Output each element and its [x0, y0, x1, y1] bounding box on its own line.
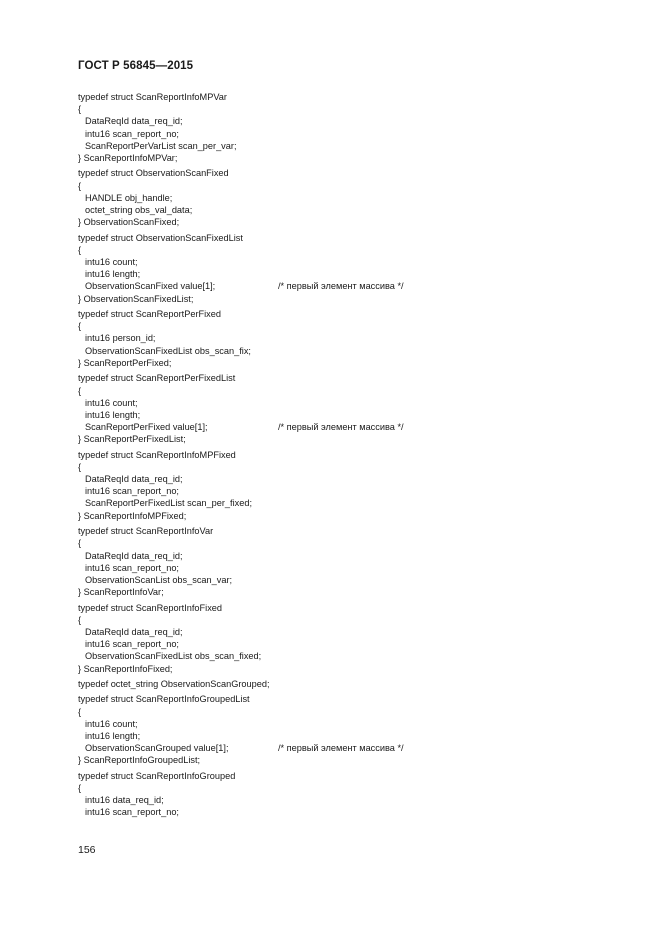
code-line: intu16 scan_report_no;: [85, 562, 179, 573]
code-line-with-comment: [78, 742, 598, 754]
code-line: typedef struct ScanReportInfoFixed: [78, 602, 223, 613]
code-line: {: [78, 321, 82, 332]
code-line: ObservationScanFixedList obs_scan_fixed;: [85, 651, 262, 662]
code-line: } ObservationScanFixed;: [78, 217, 180, 228]
code-line: intu16 person_id;: [85, 333, 156, 344]
typedef-scan-report-per-fixed: [78, 308, 598, 369]
page-number: 156: [78, 844, 96, 856]
code-line: typedef struct ObservationScanFixed: [78, 168, 229, 179]
code-text: ObservationScanFixed value[1];: [85, 281, 216, 292]
code-line: ScanReportPerVarList scan_per_var;: [85, 140, 237, 151]
code-line: typedef struct ScanReportInfoMPFixed: [78, 449, 236, 460]
code-line: } ScanReportInfoMPVar;: [78, 152, 178, 163]
code-line: intu16 data_req_id;: [85, 795, 164, 806]
code-line: typedef struct ScanReportInfoGroupedList: [78, 694, 250, 705]
code-line: } ScanReportInfoGroupedList;: [78, 755, 201, 766]
code-listing: [78, 91, 598, 822]
code-line: {: [78, 461, 82, 472]
code-text: ScanReportPerFixed value[1];: [85, 422, 208, 433]
code-text: ObservationScanGrouped value[1];: [85, 743, 229, 754]
typedef-observation-scan-fixed: [78, 167, 598, 228]
code-line: intu16 scan_report_no;: [85, 128, 179, 139]
code-line: {: [78, 538, 82, 549]
code-comment: /* первый элемент массива */: [278, 422, 404, 433]
code-line: ObservationScanList obs_scan_var;: [85, 574, 233, 585]
code-line: {: [78, 783, 82, 794]
typedef-scan-report-info-fixed: [78, 602, 598, 675]
code-line: intu16 length;: [85, 731, 141, 742]
code-line: HANDLE obj_handle;: [85, 192, 173, 203]
code-line: ScanReportPerFixedList scan_per_fixed;: [85, 498, 252, 509]
typedef-scan-report-info-mp-var: [78, 91, 598, 164]
code-line: {: [78, 706, 82, 717]
code-line: intu16 length;: [85, 409, 141, 420]
code-line: typedef struct ScanReportInfoMPVar: [78, 92, 227, 102]
code-line: {: [78, 244, 82, 255]
typedef-observation-scan-grouped: [78, 678, 598, 690]
code-line: intu16 count;: [85, 397, 138, 408]
typedef-scan-report-info-mp-fixed: [78, 449, 598, 522]
code-line: {: [78, 614, 82, 625]
code-comment: /* первый элемент массива */: [278, 743, 404, 754]
code-line: intu16 scan_report_no;: [85, 486, 179, 497]
code-line: intu16 scan_report_no;: [85, 807, 179, 818]
code-line: intu16 count;: [85, 257, 138, 268]
code-line: intu16 count;: [85, 718, 138, 729]
code-line: typedef struct ScanReportInfoVar: [78, 526, 214, 537]
code-line: typedef struct ScanReportPerFixedList: [78, 373, 236, 384]
code-line: DataReqId data_req_id;: [85, 626, 183, 637]
code-line: typedef struct ObservationScanFixedList: [78, 232, 243, 243]
code-line: } ScanReportInfoVar;: [78, 587, 164, 598]
typedef-scan-report-info-grouped-list: [78, 693, 598, 766]
typedef-scan-report-per-fixed-list: [78, 372, 598, 445]
code-line: } ScanReportPerFixed;: [78, 357, 172, 368]
code-line: intu16 length;: [85, 269, 141, 280]
code-line: typedef struct ScanReportPerFixed: [78, 309, 221, 320]
typedef-scan-report-info-grouped: [78, 770, 598, 819]
code-line-with-comment: [78, 421, 598, 433]
code-line: {: [78, 104, 82, 115]
code-comment: /* первый элемент массива */: [278, 281, 404, 292]
document-header: ГОСТ Р 56845—2015: [78, 60, 194, 72]
code-line: } ObservationScanFixedList;: [78, 293, 194, 304]
code-line: typedef octet_string ObservationScanGrouped;: [78, 679, 270, 689]
code-line: DataReqId data_req_id;: [85, 116, 183, 127]
code-line-with-comment: [78, 280, 598, 292]
code-line: octet_string obs_val_data;: [85, 204, 193, 215]
code-line: } ScanReportInfoMPFixed;: [78, 510, 187, 521]
code-line: } ScanReportPerFixedList;: [78, 434, 186, 445]
code-line: ObservationScanFixedList obs_scan_fix;: [85, 345, 251, 356]
code-line: DataReqId data_req_id;: [85, 474, 183, 485]
code-line: {: [78, 180, 82, 191]
code-line: {: [78, 385, 82, 396]
code-line: } ScanReportInfoFixed;: [78, 663, 173, 674]
typedef-observation-scan-fixed-list: [78, 232, 598, 305]
typedef-scan-report-info-var: [78, 525, 598, 598]
code-line: intu16 scan_report_no;: [85, 639, 179, 650]
code-line: typedef struct ScanReportInfoGrouped: [78, 770, 236, 781]
code-line: DataReqId data_req_id;: [85, 550, 183, 561]
